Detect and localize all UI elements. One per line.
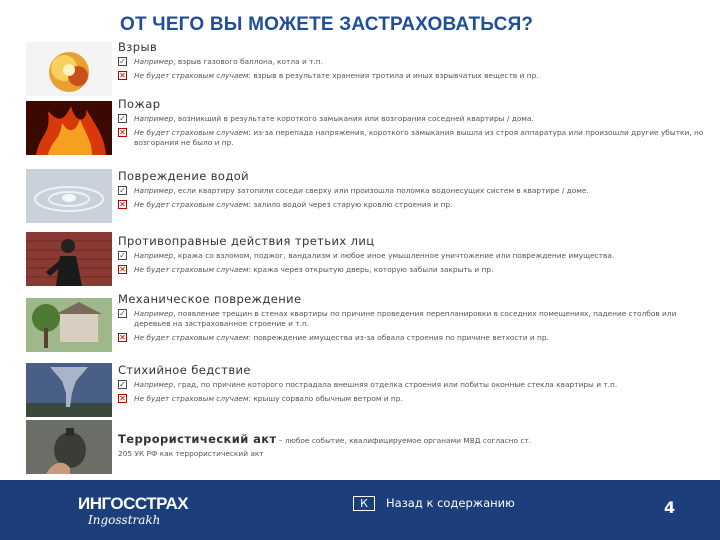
example-line: ✓ Например, кража со взломом, поджог, вандализм и любое иное умышленное уничтожение или повреждение имущества. (119, 251, 615, 260)
check-icon: ✓ (119, 380, 126, 389)
cross-icon: ✕ (119, 394, 126, 403)
section-heading: Противоправные действия третьих лиц (118, 234, 375, 248)
cross-icon: ✕ (119, 200, 126, 209)
cross-icon: ✕ (119, 128, 126, 137)
section-heading: Механическое повреждение (118, 292, 302, 306)
company-logo: ИНГОССТРАХ (78, 494, 189, 513)
check-icon: ✓ (119, 57, 126, 66)
exclusion-line: ✕ Не будет страховым случаем: взрыв в результате хранения тротила и иных взрывчатых веществ и пр. (119, 71, 539, 80)
check-icon: ✓ (119, 309, 126, 318)
section-heading: Повреждение водой (118, 169, 250, 183)
fire-image (26, 101, 112, 155)
page-number: 4 (664, 498, 676, 517)
water-drop-image (26, 169, 112, 223)
back-icon[interactable]: К (353, 496, 375, 511)
check-icon: ✓ (119, 251, 126, 260)
grenade-image (26, 420, 112, 474)
section-heading: Пожар (118, 97, 161, 111)
fallen-tree-image (26, 298, 112, 352)
terrorism-definition-cont: 205 УК РФ как террористический акт (118, 449, 264, 458)
section-heading: Террористический акт (118, 432, 277, 446)
tornado-image (26, 363, 112, 417)
company-logo-sub: Ingosstrakh (88, 513, 161, 527)
exclusion-line: ✕ Не будет страховым случаем: повреждение имущества из-за обвала строения по причине ветхости и пр. (119, 333, 549, 342)
back-to-contents-link[interactable]: Назад к содержанию (386, 496, 515, 510)
example-line: ✓ Например, возникший в результате короткого замыкания или возгорания соседней квартиры / дома. (119, 114, 534, 123)
section-heading: Стихийное бедствие (118, 363, 251, 377)
burglar-image (26, 232, 112, 286)
example-line: ✓ Например, если квартиру затопили соседи сверху или произошла поломка водонесущих систем в квартире / доме. (119, 186, 589, 195)
exclusion-line: ✕ Не будет страховым случаем: кража через открытую дверь, которую забыли закрыть и пр. (119, 265, 494, 274)
example-line: ✓ Например, появление трещин в стенах квартиры по причине проведения перепланировки в соседних помещениях, падение столбов или деревьев на застрахованное строение и т.п. (119, 309, 677, 328)
example-line: ✓ Например, град, по причине которого пострадала внешняя отделка строения или побиты оконные стекла квартиры и т.п. (119, 380, 618, 389)
cross-icon: ✕ (119, 265, 126, 274)
check-icon: ✓ (119, 186, 126, 195)
cross-icon: ✕ (119, 71, 126, 80)
terrorism-definition: – любое событие, квалифицируемое органами МВД согласно ст. (276, 436, 532, 445)
check-icon: ✓ (119, 114, 126, 123)
explosion-image (26, 42, 112, 96)
cross-icon: ✕ (119, 333, 126, 342)
exclusion-line: ✕ Не будет страховым случаем: залило водой через старую кровлю строения и пр. (119, 200, 453, 209)
page-title: ОТ ЧЕГО ВЫ МОЖЕТЕ ЗАСТРАХОВАТЬСЯ? (120, 14, 534, 35)
exclusion-line: ✕ Не будет страховым случаем: крышу сорвало обычным ветром и пр. (119, 394, 403, 403)
exclusion-line: ✕ Не будет страховым случаем: из-за перепада напряжения, короткого замыкания вышла из строя аппаратура или произошли другие убытки, но возгорания не было и пр. (119, 128, 704, 147)
section-heading: Взрыв (118, 40, 158, 54)
example-line: ✓ Например, взрыв газового баллона, котла и т.п. (119, 57, 323, 66)
